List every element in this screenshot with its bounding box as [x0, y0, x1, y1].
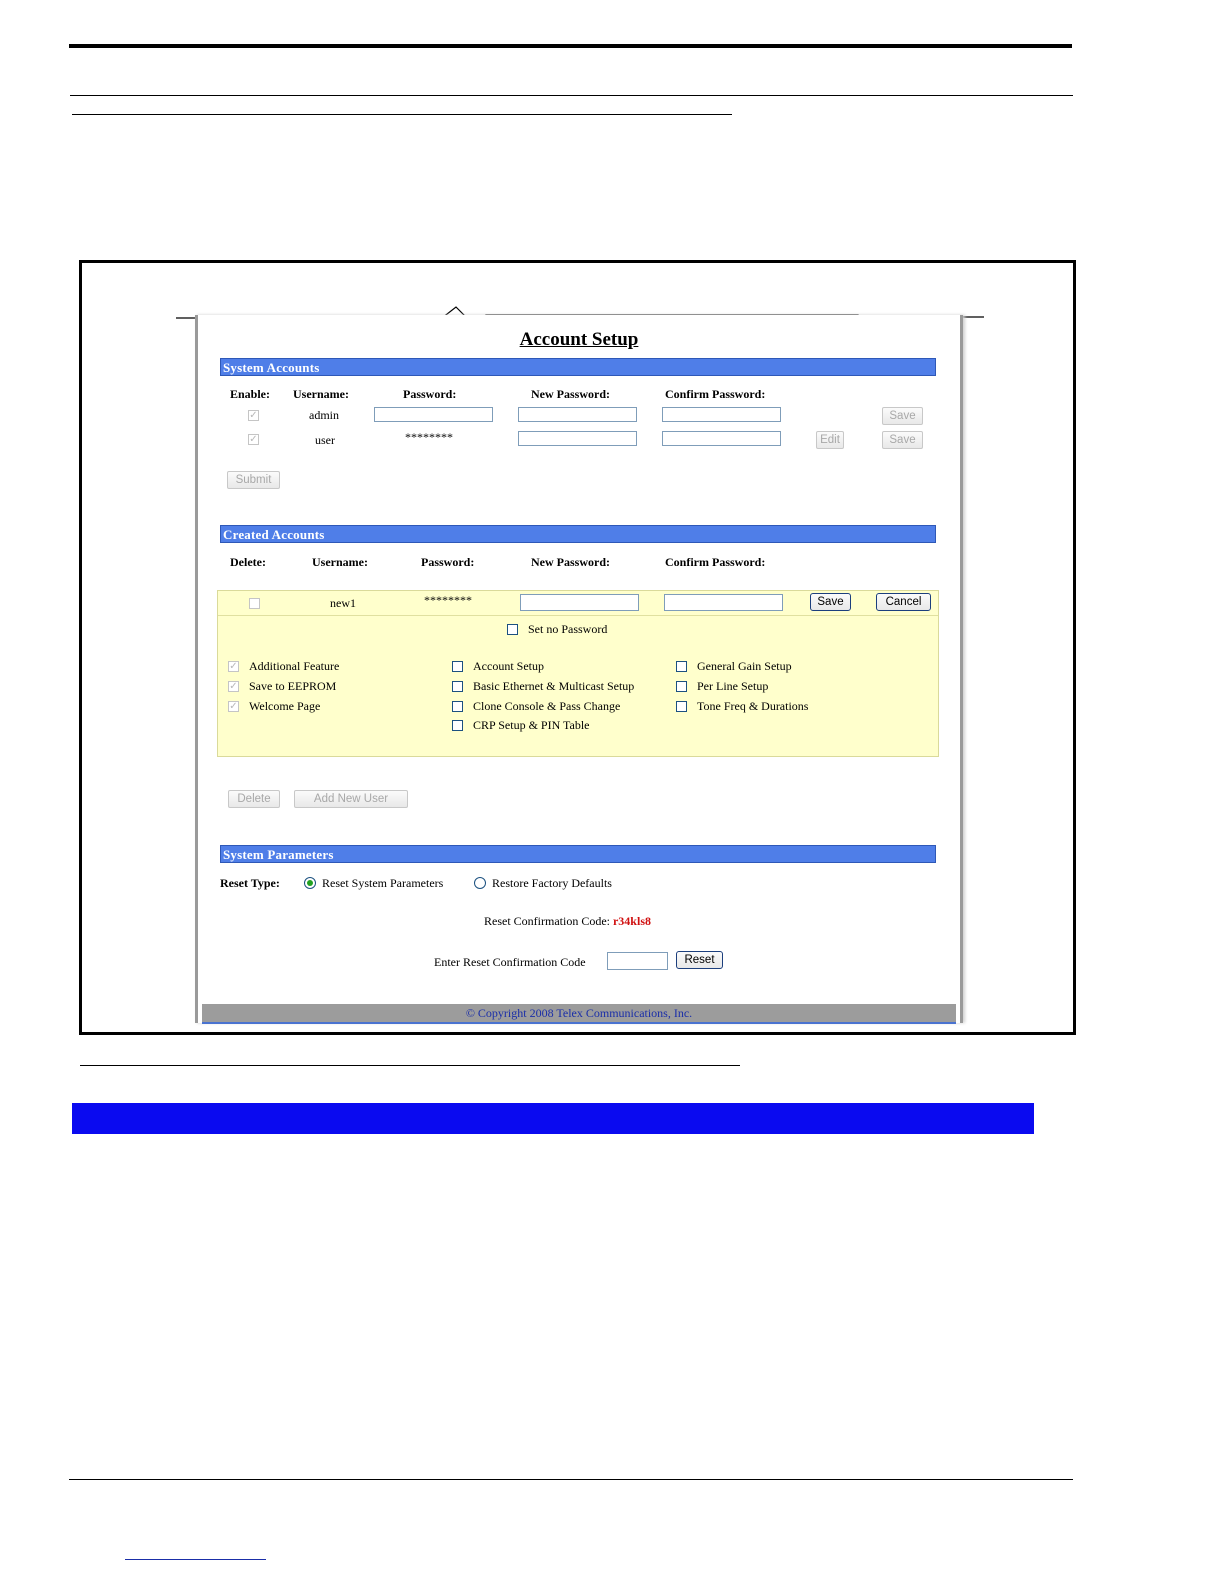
enable-checkbox-user[interactable]: ✓	[249, 434, 258, 445]
enter-code-label: Enter Reset Confirmation Code	[434, 955, 586, 969]
reset-confirmation-label: Reset Confirmation Code:	[484, 914, 610, 928]
col-new-password: New Password:	[531, 387, 610, 401]
footer-rule	[69, 1479, 1073, 1480]
new-password-input-new1[interactable]	[520, 594, 639, 611]
username-new1: new1	[330, 596, 356, 610]
perm-label-save-to-eeprom: Save to EEPROM	[249, 679, 337, 693]
header-short-rule	[72, 114, 732, 115]
header-thin-rule	[70, 95, 1073, 96]
perm-label-crp-setup: CRP Setup & PIN Table	[473, 718, 590, 732]
edit-button-user[interactable]: Edit	[816, 431, 844, 449]
perm-label-additional-feature: Additional Feature	[249, 659, 340, 673]
created-account-edit-panel	[217, 590, 939, 757]
caption-rule	[80, 1065, 740, 1066]
footer-link-underline	[125, 1559, 266, 1560]
perm-checkbox-save-to-eeprom[interactable]: ✓	[229, 681, 238, 692]
perm-checkbox-basic-ethernet[interactable]	[452, 681, 463, 692]
cancel-button-new1[interactable]: Cancel	[876, 593, 931, 611]
perm-label-clone-console: Clone Console & Pass Change	[473, 699, 621, 713]
reset-confirmation-code: r34kls8	[612, 914, 651, 928]
password-masked-user: ********	[405, 430, 453, 444]
perm-checkbox-per-line[interactable]	[676, 681, 687, 692]
perm-checkbox-clone-console[interactable]	[452, 701, 463, 712]
col-password-created: Password:	[421, 555, 475, 569]
save-button-user[interactable]: Save	[882, 431, 923, 449]
restore-factory-defaults-radio[interactable]	[474, 877, 486, 889]
add-new-user-button[interactable]: Add New User	[294, 790, 408, 808]
created-accounts-header: Created Accounts	[220, 525, 936, 543]
perm-label-tone-freq: Tone Freq & Durations	[697, 699, 809, 713]
password-masked-new1: ********	[424, 593, 472, 607]
perm-checkbox-tone-freq[interactable]	[676, 701, 687, 712]
perm-checkbox-general-gain[interactable]	[676, 661, 687, 672]
reset-system-parameters-label: Reset System Parameters	[322, 876, 444, 890]
delete-checkbox-new1[interactable]	[249, 598, 260, 609]
perm-label-per-line: Per Line Setup	[697, 679, 769, 693]
submit-button[interactable]: Submit	[227, 471, 280, 489]
restore-factory-defaults-label: Restore Factory Defaults	[492, 876, 612, 890]
perm-label-welcome-page: Welcome Page	[249, 699, 321, 713]
reset-type-label: Reset Type:	[220, 876, 280, 890]
reset-button[interactable]: Reset	[676, 951, 723, 969]
confirm-password-input-admin[interactable]	[662, 407, 781, 422]
figure-frame	[79, 260, 1076, 1035]
new-password-input-user[interactable]	[518, 431, 637, 446]
copyright-footer: © Copyright 2008 Telex Communications, Inc.	[202, 1004, 956, 1024]
username-user: user	[315, 433, 335, 447]
password-input-admin[interactable]	[374, 407, 493, 422]
reset-confirmation-line	[484, 914, 651, 929]
delete-button[interactable]: Delete	[228, 790, 280, 808]
system-parameters-header: System Parameters	[220, 845, 936, 863]
perm-checkbox-additional-feature[interactable]: ✓	[229, 661, 238, 672]
username-admin: admin	[309, 408, 339, 422]
save-button-new1[interactable]: Save	[810, 593, 851, 611]
col-username: Username:	[293, 387, 349, 401]
system-accounts-header: System Accounts	[220, 358, 936, 376]
col-delete: Delete:	[230, 555, 266, 569]
panel-separator	[218, 615, 938, 616]
perm-checkbox-welcome-page[interactable]: ✓	[229, 701, 238, 712]
enable-checkbox-admin[interactable]: ✓	[249, 410, 258, 421]
new-password-input-admin[interactable]	[518, 407, 637, 422]
section-banner	[72, 1103, 1034, 1134]
col-username-created: Username:	[312, 555, 368, 569]
set-no-password-label: Set no Password	[528, 622, 608, 636]
perm-checkbox-account-setup[interactable]	[452, 661, 463, 672]
perm-label-general-gain: General Gain Setup	[697, 659, 792, 673]
confirm-password-input-new1[interactable]	[664, 594, 783, 611]
perm-label-account-setup: Account Setup	[473, 659, 544, 673]
col-new-password-created: New Password:	[531, 555, 610, 569]
confirm-password-input-user[interactable]	[662, 431, 781, 446]
col-confirm-password: Confirm Password:	[665, 387, 766, 401]
set-no-password-checkbox[interactable]	[507, 624, 518, 635]
col-confirm-password-created: Confirm Password:	[665, 555, 766, 569]
reset-code-input[interactable]	[607, 952, 668, 970]
reset-system-parameters-radio[interactable]	[304, 877, 316, 889]
col-password: Password:	[403, 387, 457, 401]
perm-label-basic-ethernet: Basic Ethernet & Multicast Setup	[473, 679, 635, 693]
page-title: Account Setup	[519, 329, 639, 350]
account-setup-page	[195, 315, 963, 1023]
save-button-admin[interactable]: Save	[882, 407, 923, 425]
col-enable: Enable:	[230, 387, 271, 401]
header-thick-rule	[69, 44, 1072, 48]
perm-checkbox-crp-setup[interactable]	[452, 720, 463, 731]
